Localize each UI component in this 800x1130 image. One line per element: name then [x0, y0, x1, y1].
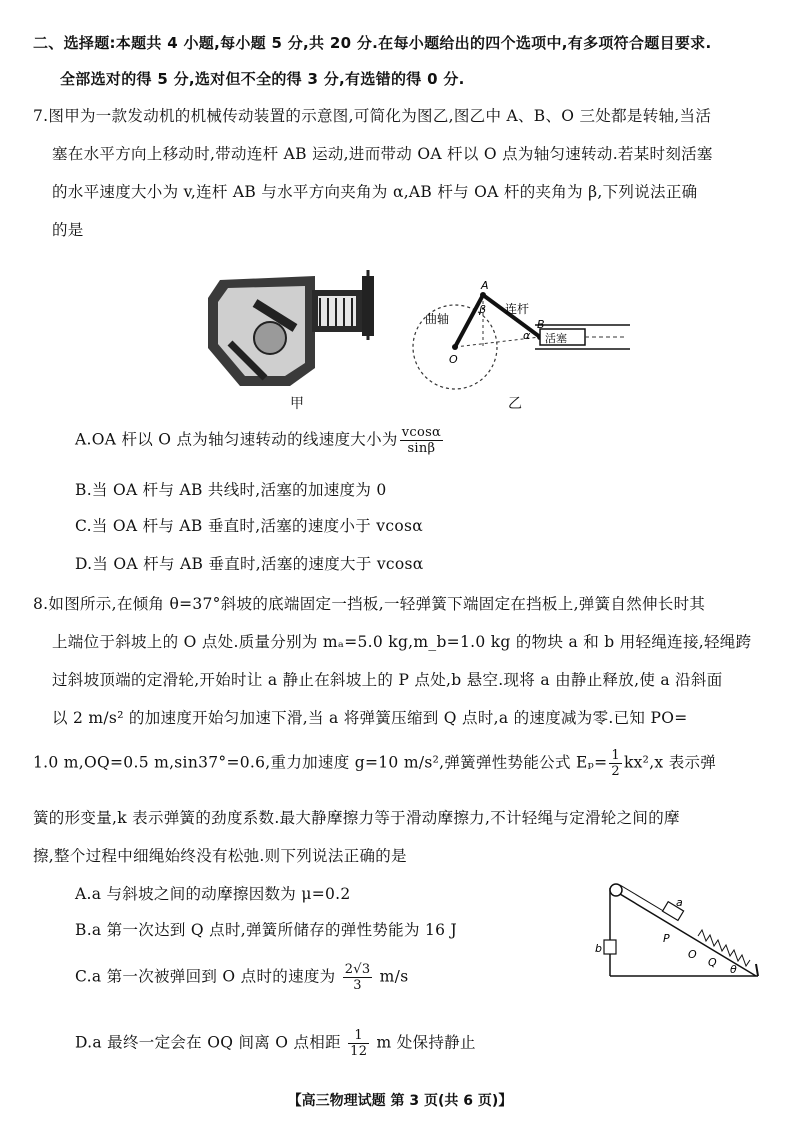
- label-block-b: b: [595, 942, 602, 955]
- q8-stem-line5-b: kx²,x 表示弹: [623, 753, 717, 772]
- figure-yi-diagram: [405, 275, 635, 390]
- label-theta: θ: [730, 963, 737, 976]
- figure-incline: [590, 880, 770, 990]
- q7-stem-line2: 塞在水平方向上移动时,带动连杆 AB 运动,进而带动 OA 杆以 O 点为轴匀速转动.若某时刻活塞: [52, 145, 713, 163]
- q8-option-d-fraction: $\frac{1}{12}$: [350, 1028, 368, 1059]
- q7-option-c[interactable]: C.当 OA 杆与 AB 垂直时,活塞的速度小于 vcosα: [75, 517, 423, 535]
- q8-option-d[interactable]: [75, 1028, 476, 1059]
- q8-option-b[interactable]: B.a 第一次达到 Q 点时,弹簧所储存的弹性势能为 16 J: [75, 921, 458, 939]
- label-P: P: [663, 932, 670, 945]
- q8-option-c-text: C.a 第一次被弹回到 O 点时的速度为: [75, 967, 336, 986]
- q8-option-d-text: D.a 最终一定会在 OQ 间离 O 点相距: [75, 1033, 341, 1052]
- q8-stem-line3: 过斜坡顶端的定滑轮,开始时让 a 静止在斜坡上的 P 点处,b 悬空.现将 a 由静止释放,使 a 沿斜面: [52, 671, 723, 689]
- label-B: B: [537, 318, 545, 331]
- q8-stem-line4: 以 2 m/s² 的加速度开始匀加速下滑,当 a 将弹簧压缩到 Q 点时,a 的速度减为零.已知 PO=: [52, 709, 688, 727]
- q8-option-a[interactable]: A.a 与斜坡之间的动摩擦因数为 μ=0.2: [75, 885, 351, 903]
- figure-jia-engine: [200, 268, 390, 388]
- q8-option-d-suffix: m 处保持静止: [376, 1033, 476, 1052]
- q8-stem-line5-a: 1.0 m,OQ=0.5 m,sin37°=0.6,重力加速度 g=10 m/s²,弹簧弹性势能公式 Eₚ=: [33, 753, 608, 772]
- q7-stem-line1: 7.图甲为一款发动机的机械传动装置的示意图,可简化为图乙,图乙中 A、B、O 三处都是转轴,当活: [33, 107, 712, 125]
- label-alpha: α: [523, 329, 531, 342]
- label-O: O: [449, 353, 458, 366]
- label-crank: 曲轴: [425, 312, 450, 326]
- q8-half-fraction: $\frac{1}{2}$: [611, 748, 620, 779]
- label-O: O: [688, 948, 697, 961]
- label-connecting-rod: 连杆: [505, 302, 530, 316]
- q8-option-c-fraction: $\frac{2√3}{3}$: [344, 962, 371, 993]
- label-beta: β: [479, 303, 487, 316]
- q8-stem-line7: 擦,整个过程中细绳始终没有松弛.则下列说法正确的是: [33, 847, 407, 865]
- page-footer: 【高三物理试题 第 3 页(共 6 页)】: [287, 1093, 513, 1109]
- figure-yi-caption: 乙: [508, 396, 522, 412]
- figure-jia-caption: 甲: [290, 396, 304, 412]
- q8-stem-line2: 上端位于斜坡上的 O 点处.质量分别为 mₐ=5.0 kg,m_b=1.0 kg 的物块 a 和 b 用轻绳连接,轻绳跨: [52, 633, 752, 651]
- q8-stem-line5: [33, 748, 716, 779]
- q7-option-a[interactable]: [75, 425, 445, 456]
- q7-option-a-fraction: $\frac{vcos\alpha}{\sin\beta}$: [401, 425, 442, 456]
- q8-option-c-unit: m/s: [379, 967, 409, 986]
- q8-stem-line6: 簧的形变量,k 表示弹簧的劲度系数.最大静摩擦力等于滑动摩擦力,不计轻绳与定滑轮之间的摩: [33, 809, 680, 827]
- label-block-a: a: [676, 896, 683, 909]
- q7-option-d[interactable]: D.当 OA 杆与 AB 垂直时,活塞的速度大于 vcosα: [75, 555, 424, 573]
- q7-option-b[interactable]: B.当 OA 杆与 AB 共线时,活塞的加速度为 0: [75, 481, 387, 499]
- q7-option-a-text: A.OA 杆以 O 点为轴匀速转动的线速度大小为: [75, 430, 398, 449]
- label-piston: 活塞: [545, 332, 567, 345]
- q7-stem-line4: 的是: [52, 221, 84, 239]
- section-instruction-line2: 全部选对的得 5 分,选对但不全的得 3 分,有选错的得 0 分.: [60, 70, 465, 88]
- label-Q: Q: [708, 956, 717, 969]
- q8-stem-line1: 8.如图所示,在倾角 θ=37°斜坡的底端固定一挡板,一轻弹簧下端固定在挡板上,弹簧自然伸长时其: [33, 595, 706, 613]
- q7-stem-line3: 的水平速度大小为 v,连杆 AB 与水平方向夹角为 α,AB 杆与 OA 杆的夹角为 β,下列说法正确: [52, 183, 698, 201]
- q8-option-c[interactable]: [75, 962, 408, 993]
- section-instruction-line1: 二、选择题:本题共 4 小题,每小题 5 分,共 20 分.在每小题给出的四个选项中,有多项符合题目要求.: [33, 34, 712, 52]
- label-A: A: [481, 279, 489, 292]
